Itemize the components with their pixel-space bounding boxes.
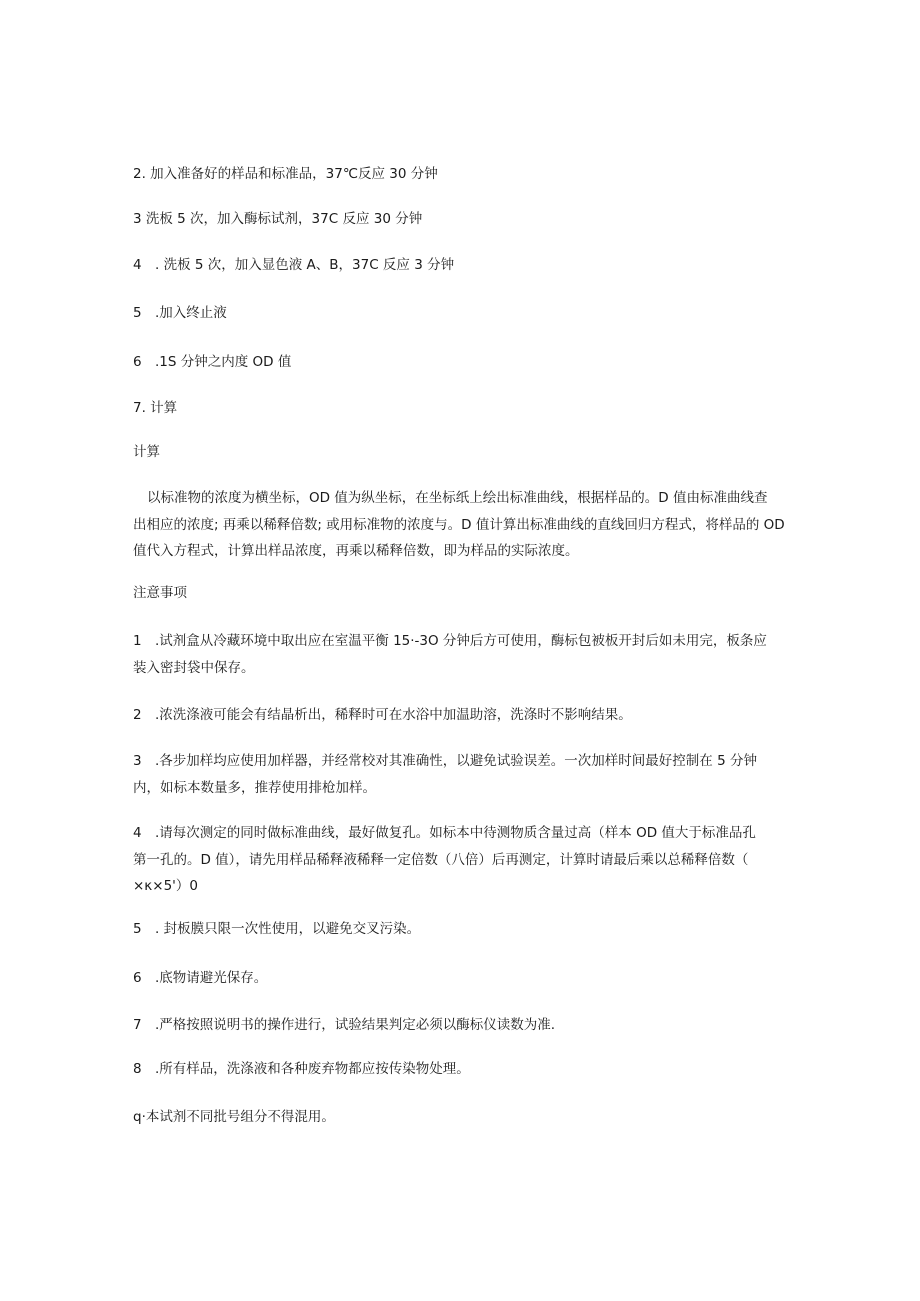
note-line [133, 702, 793, 729]
note-text: . 封板膜只限一次性使用，以避免交叉污染。 [155, 921, 421, 937]
paragraph-line: 出相应的浓度; 再乘以稀释倍数; 或用标准物的浓度与。D 值计算出标准曲线的直线回归方程式，将样品的 OD [133, 516, 785, 533]
note-line: ×κ×5'）0 [133, 878, 198, 894]
note-text: .各步加样均应使用加样器，并经常校对其准确性，以避免试验误差。一次加样时间最好控制在 5 分钟 [155, 753, 757, 769]
note-number: 8 [133, 1061, 142, 1077]
note-number: 3 [133, 753, 142, 769]
note-6 [133, 965, 793, 992]
note-line [133, 820, 793, 847]
note-line [133, 628, 793, 655]
step-number: 6 [133, 354, 142, 370]
note-line [133, 965, 793, 992]
notes-footer: q·本试剂不同批号组分不得混用。 [133, 1109, 335, 1125]
note-line: 装入密封袋中保存。 [133, 659, 255, 676]
note-line [133, 1012, 793, 1039]
note-2 [133, 702, 793, 729]
note-7 [133, 1012, 793, 1039]
notes-heading: 注意事项 [133, 585, 187, 601]
note-line [133, 1056, 793, 1083]
step-text: .1S 分钟之内度 OD 值 [155, 354, 292, 370]
note-number: 4 [133, 825, 142, 841]
calc-heading: 计算 [133, 444, 160, 460]
step-2: 2. 加入准备好的样品和标准品，37℃反应 30 分钟 [133, 166, 438, 182]
note-line [133, 748, 793, 775]
step-text: .加入终止液 [155, 305, 227, 321]
note-text: .请每次测定的同时做标准曲线，最好做复孔。如标本中待测物质含量过高（样本 OD 值大于标准品孔 [155, 825, 756, 841]
calc-paragraph [133, 485, 793, 565]
note-number: 5 [133, 921, 142, 937]
note-5 [133, 916, 793, 943]
step-4 [133, 254, 454, 276]
note-line [133, 916, 793, 943]
note-number: 1 [133, 633, 142, 649]
step-6 [133, 351, 291, 373]
note-number: 7 [133, 1017, 142, 1033]
paragraph-line: 值代入方程式，计算出样品浓度，再乘以稀释倍数，即为样品的实际浓度。 [133, 543, 579, 559]
note-text: .浓洗涤液可能会有结晶析出，稀释时可在水浴中加温助溶，洗涤时不影响结果。 [155, 707, 632, 723]
step-7: 7. 计算 [133, 400, 178, 416]
note-text: .严格按照说明书的操作进行，试验结果判定必须以酶标仪读数为准. [155, 1017, 556, 1033]
note-line: 内，如标本数量多，推荐使用排枪加样。 [133, 779, 376, 796]
note-line: 第一孔的。D 值），请先用样品稀释液稀释一定倍数（八倍）后再测定，计算时请最后乘以总稀释倍数（ [133, 851, 749, 868]
note-number: 2 [133, 707, 142, 723]
step-text: . 洗板 5 次，加入显色液 A、B，37C 反应 3 分钟 [155, 257, 455, 273]
note-4 [133, 820, 793, 900]
step-5 [133, 302, 227, 324]
note-8 [133, 1056, 793, 1083]
note-number: 6 [133, 970, 142, 986]
paragraph-line: 以标准物的浓度为横坐标，OD 值为纵坐标，在坐标纸上绘出标准曲线，根据样品的。D 值由标准曲线查 [147, 490, 768, 506]
note-text: .底物请避光保存。 [155, 970, 268, 986]
note-text: .试剂盒从冷藏环境中取出应在室温平衡 15·-3O 分钟后方可使用，酶标包被板开封后如未用完，板条应 [155, 633, 767, 649]
note-3 [133, 748, 793, 801]
note-text: .所有样品，洗涤液和各种废弃物都应按传染物处理。 [155, 1061, 470, 1077]
note-1 [133, 628, 793, 681]
step-3: 3 洗板 5 次，加入酶标试剂，37C 反应 30 分钟 [133, 211, 423, 227]
step-number: 5 [133, 305, 142, 321]
step-number: 4 [133, 257, 142, 273]
